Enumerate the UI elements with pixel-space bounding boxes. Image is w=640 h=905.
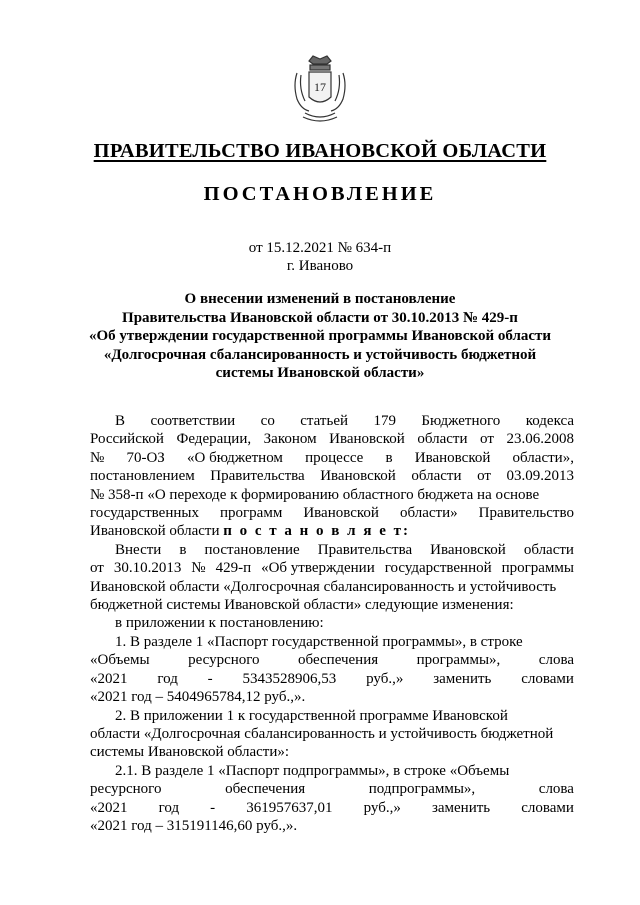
word: постановлением [90, 468, 195, 485]
word: год [157, 670, 178, 687]
heading-line: О внесении изменений в постановление [184, 291, 456, 307]
heading-line: Правительства Ивановской области от 30.10.2013 № 429-п [122, 309, 518, 326]
word: 2. В приложении 1 к государственной программе Ивановской [115, 707, 508, 724]
paragraph-3 [90, 614, 574, 632]
word: Правительства [210, 468, 305, 485]
word: 03.09.2013 [506, 468, 574, 485]
word: области» [399, 505, 458, 522]
document-city: г. Иваново [286, 258, 354, 274]
word: процессе [305, 449, 364, 466]
word: Ивановской [320, 468, 396, 485]
word: соответствии [150, 413, 236, 429]
word: области [523, 541, 574, 558]
text-line [90, 799, 574, 817]
document-date-number: от 15.12.2021 № 634-п [248, 240, 392, 256]
word: «Объемы [90, 652, 150, 669]
text-line [90, 578, 574, 596]
word: ресурсного [90, 781, 162, 798]
word: области «Долгосрочная сбалансированность и устойчивость бюджетной [90, 725, 554, 742]
word: Законом [263, 431, 317, 448]
word: Правительство [478, 505, 574, 522]
word: 30.10.2013 [113, 560, 182, 577]
document-body [90, 412, 574, 835]
postanovlyaet-word: п о с т а н о в л я е т: [223, 523, 410, 540]
word: 2.1. В разделе 1 «Паспорт подпрограммы», в строке «Объемы [115, 762, 510, 779]
word: Ивановской [329, 431, 405, 448]
word: постановление [204, 541, 300, 558]
text-line [90, 522, 574, 540]
word: № 358-п «О переходе к формированию областного бюджета на основе [90, 486, 540, 503]
text-line: системы Ивановской области»: [90, 744, 290, 761]
text-line [90, 486, 574, 504]
word: программы [501, 560, 574, 577]
text-line [90, 633, 574, 651]
word: области [417, 431, 468, 448]
text-line [90, 707, 574, 725]
word: ресурсного [188, 652, 260, 669]
word: от [477, 468, 491, 485]
text-line [90, 412, 574, 430]
word: 179 [373, 413, 396, 429]
paragraph-2 [90, 541, 574, 615]
word: «2021 [90, 670, 128, 687]
word: заменить [431, 799, 491, 816]
word: бюджетной системы Ивановской области» следующие изменения: [90, 597, 514, 614]
word: «О бюджетном [187, 449, 283, 466]
paragraph-6 [90, 762, 574, 836]
word: в [179, 541, 187, 558]
text-line [90, 651, 574, 669]
word: Российской [90, 431, 164, 448]
word: статьей [300, 413, 349, 429]
word: словами [521, 670, 574, 687]
text-fragment: Ивановской области [90, 523, 220, 540]
word: Ивановской [414, 449, 491, 466]
text-line [90, 504, 574, 522]
word: Ивановской [303, 505, 379, 522]
text-line: в приложении к постановлению: [115, 615, 324, 632]
text-line: «2021 год – 5404965784,12 руб.,». [90, 689, 306, 706]
paragraph-1 [90, 412, 574, 541]
text-line [90, 596, 574, 614]
word: Ивановской [430, 541, 506, 558]
word: 5343528906,53 [242, 670, 337, 687]
word: программы», [416, 652, 501, 669]
text-line [90, 780, 574, 798]
word: В [115, 413, 126, 429]
text-line [90, 541, 574, 559]
word: области», [512, 449, 574, 466]
word: подпрограммы», [368, 781, 476, 798]
text-line [90, 467, 574, 485]
text-line [90, 449, 574, 467]
word: Правительства [317, 541, 413, 558]
word: руб.,» [363, 799, 401, 816]
text-line [90, 670, 574, 688]
word: 429-п [215, 560, 252, 577]
word: в [385, 449, 393, 466]
heading-line: «Об утверждении государственной программы Ивановской области [88, 328, 552, 344]
heading-line: системы Ивановской области» [215, 365, 425, 381]
text-line: «2021 год – 315191146,60 руб.,». [90, 817, 298, 834]
text-line [90, 430, 574, 448]
word: 70-ОЗ [126, 449, 165, 466]
heading-line: «Долгосрочная сбалансированность и устойчивость бюджетной [103, 346, 537, 363]
word: от [480, 431, 494, 448]
paragraph-4 [90, 633, 574, 707]
word: Федерации, [176, 431, 252, 448]
word: «2021 [90, 799, 128, 816]
word: слова [538, 652, 574, 669]
word: государственных [90, 505, 199, 522]
word: Внести [115, 541, 162, 558]
word: от [90, 560, 104, 577]
text-line [90, 559, 574, 577]
word: руб.,» [366, 670, 404, 687]
word: кодекса [525, 413, 574, 429]
coat-of-arms-icon [291, 55, 349, 125]
word: «Об утверждении [261, 560, 375, 577]
word: Ивановской области «Долгосрочная сбалансированность и устойчивость [90, 578, 557, 595]
word: год [158, 799, 180, 816]
government-title: ПРАВИТЕЛЬСТВО ИВАНОВСКОЙ ОБЛАСТИ [93, 140, 547, 162]
word: - [210, 799, 216, 816]
word: обеспечения [298, 652, 379, 669]
word: обеспечения [225, 781, 306, 798]
word: со [260, 413, 275, 429]
word: № [191, 560, 206, 577]
text-line [90, 762, 574, 780]
word: 361957637,01 [246, 799, 333, 816]
word: Бюджетного [421, 413, 501, 429]
word: заменить [433, 670, 492, 687]
word: государственной [384, 560, 492, 577]
emblem-text: 17 [314, 80, 326, 94]
document-type: ПОСТАНОВЛЕНИЕ [203, 183, 437, 205]
word: - [207, 670, 213, 687]
document-heading [80, 290, 560, 383]
text-line [90, 725, 574, 743]
word: 23.06.2008 [506, 431, 574, 448]
word: 1. В разделе 1 «Паспорт государственной программы», в строке [115, 633, 523, 650]
word: слова [538, 781, 574, 798]
word: программ [219, 505, 283, 522]
paragraph-5 [90, 707, 574, 762]
word: словами [521, 799, 574, 816]
word: № [90, 449, 105, 466]
word: области [411, 468, 462, 485]
